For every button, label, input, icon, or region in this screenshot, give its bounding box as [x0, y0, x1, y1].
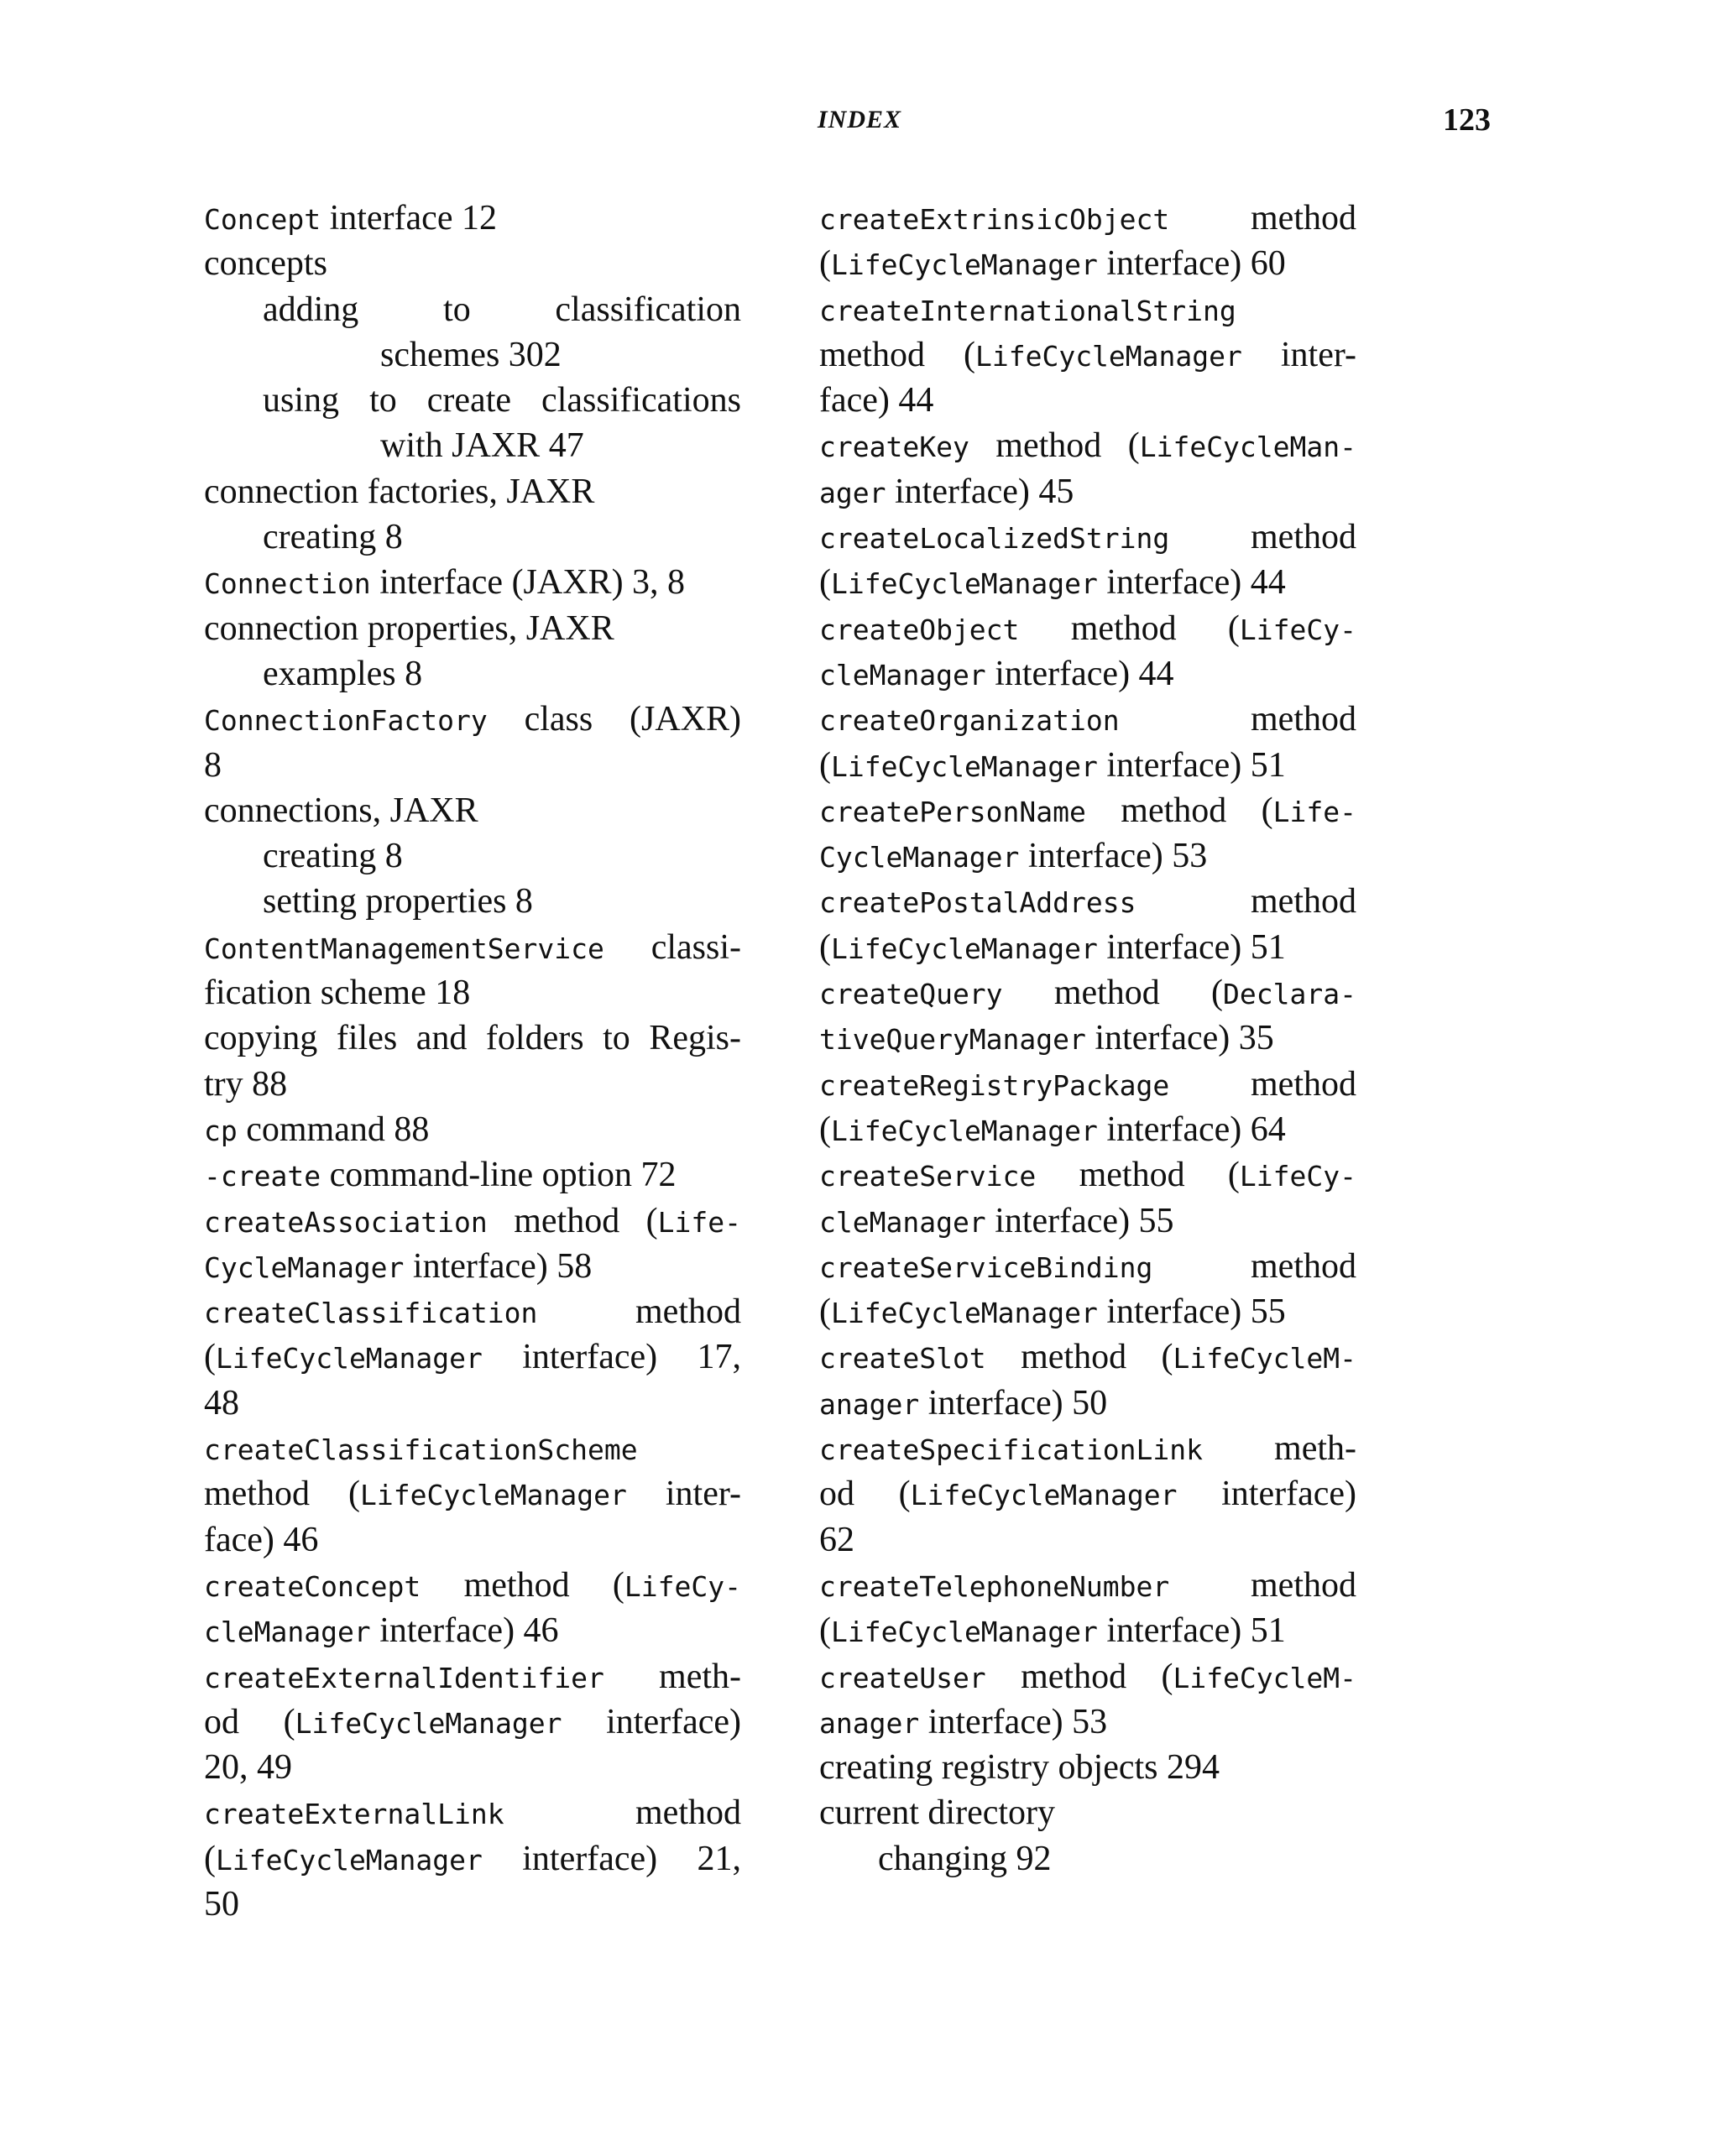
index-text: method	[537, 1292, 741, 1332]
index-text: method (	[421, 1565, 624, 1605]
index-line	[204, 1699, 741, 1745]
index-line	[204, 560, 741, 605]
index-text: method (	[819, 335, 975, 374]
code-term: tiveQueryManager	[819, 1023, 1086, 1057]
index-line	[204, 287, 741, 332]
index-line	[204, 514, 741, 560]
running-title: INDEX	[817, 106, 902, 133]
code-term: createObject	[819, 613, 1020, 646]
code-term: LifeCycleManager	[295, 1706, 562, 1740]
index-line	[204, 697, 741, 742]
code-term: createExtrinsicObject	[819, 203, 1170, 236]
index-line	[819, 1426, 1356, 1471]
index-line	[204, 788, 741, 833]
index-text: method (	[985, 1338, 1173, 1377]
index-text: connections, JAXR	[204, 791, 478, 830]
code-term: cp	[204, 1114, 238, 1147]
index-text: connection properties, JAXR	[204, 608, 614, 648]
index-text: (	[204, 1839, 216, 1878]
index-line	[204, 1882, 741, 1927]
index-text: interface)	[1177, 1475, 1356, 1514]
index-text: interface) 51	[1097, 1611, 1286, 1651]
code-term: LifeCycleManager	[974, 339, 1242, 373]
code-term: LifeCycleManager	[359, 1479, 627, 1512]
index-line	[204, 925, 741, 970]
index-line	[204, 1381, 741, 1426]
code-term: createExternalLink	[204, 1798, 504, 1831]
index-text: interface) 35	[1085, 1019, 1274, 1058]
code-term: LifeCy-	[1239, 613, 1356, 646]
index-line	[204, 1015, 741, 1061]
code-term: LifeCycleManager	[216, 1342, 483, 1376]
code-term: createSlot	[819, 1342, 986, 1376]
index-text: meth-	[1202, 1429, 1356, 1469]
index-line	[819, 196, 1356, 241]
code-term: CycleManager	[204, 1250, 405, 1284]
code-term: anager	[819, 1387, 920, 1421]
index-line	[204, 970, 741, 1015]
index-line	[819, 925, 1356, 970]
index-line	[819, 743, 1356, 788]
index-line	[819, 1381, 1356, 1426]
index-text: method	[1169, 1064, 1356, 1104]
index-text: method (	[1019, 608, 1240, 648]
index-text: interface) 53	[919, 1702, 1108, 1741]
code-term: createClassification	[204, 1297, 538, 1330]
code-term: LifeCycleManager	[831, 248, 1098, 282]
index-text: (	[819, 1292, 831, 1332]
index-line	[204, 1517, 741, 1563]
index-line	[819, 606, 1356, 651]
code-term: LifeCycleManager	[831, 749, 1098, 783]
index-text: od (	[819, 1475, 911, 1514]
code-term: createTelephoneNumber	[819, 1569, 1170, 1603]
index-text: copying files and folders to Regis-	[204, 1019, 741, 1058]
code-term: -create	[204, 1160, 321, 1193]
code-term: createAssociation	[204, 1205, 488, 1239]
index-line	[819, 378, 1356, 423]
index-line	[204, 1745, 741, 1790]
index-line	[204, 378, 741, 423]
index-line	[204, 1198, 741, 1244]
index-text: interface) 60	[1097, 244, 1286, 284]
index-text: interface) 55	[1097, 1292, 1286, 1332]
code-term: LifeCycleManager	[831, 1297, 1098, 1330]
code-term: createConcept	[204, 1569, 421, 1603]
index-text: method	[1152, 1246, 1356, 1286]
index-line	[819, 879, 1356, 924]
code-term: createClassificationScheme	[204, 1433, 638, 1467]
code-term: createQuery	[819, 978, 1003, 1011]
code-term: createPostalAddress	[819, 886, 1136, 920]
code-term: LifeCycleManager	[216, 1843, 483, 1877]
page-number: 123	[1443, 102, 1491, 138]
index-text: interface) 58	[404, 1246, 593, 1286]
code-term: Life-	[657, 1205, 741, 1239]
index-text: face) 44	[819, 381, 934, 420]
index-text: creating 8	[263, 518, 403, 557]
code-term: anager	[819, 1706, 920, 1740]
code-term: LifeCycleMan-	[1139, 431, 1356, 464]
index-line	[819, 332, 1356, 378]
index-text: interface) 51	[1097, 927, 1286, 967]
index-line	[819, 1563, 1356, 1608]
index-line	[819, 1152, 1356, 1198]
index-line	[819, 833, 1356, 879]
index-line	[204, 1244, 741, 1289]
index-text: (	[204, 1338, 216, 1377]
index-text: using to create classifications	[263, 381, 741, 420]
code-term: Connection	[204, 567, 371, 601]
index-text: method	[1169, 518, 1356, 557]
index-line	[819, 287, 1356, 332]
code-term: createOrganization	[819, 704, 1120, 738]
index-line	[819, 1244, 1356, 1289]
index-column-right	[819, 196, 1356, 1882]
code-term: createServiceBinding	[819, 1250, 1153, 1284]
index-text: method	[1119, 700, 1356, 739]
index-text: creating 8	[263, 837, 403, 876]
code-term: Declara-	[1223, 978, 1356, 1011]
index-text: class (JAXR)	[487, 700, 741, 739]
index-text: interface) 21,	[482, 1839, 741, 1878]
index-text: (	[819, 745, 831, 785]
index-text: interface) 44	[1097, 563, 1286, 603]
index-text: (	[819, 1611, 831, 1651]
index-line	[204, 332, 741, 378]
index-text: method (	[1085, 791, 1273, 830]
code-term: LifeCycleManager	[831, 1114, 1098, 1147]
index-text: method (	[204, 1475, 360, 1514]
code-term: LifeCycleManager	[831, 567, 1098, 601]
index-text: classi-	[603, 927, 741, 967]
code-term: createUser	[819, 1661, 986, 1694]
index-line	[204, 1289, 741, 1334]
index-line	[204, 1334, 741, 1380]
code-term: createInternationalString	[819, 294, 1236, 327]
index-line	[819, 651, 1356, 697]
index-line	[819, 1836, 1356, 1882]
code-term: ContentManagementService	[204, 932, 604, 965]
index-line	[204, 196, 741, 241]
code-term: LifeCycleManager	[831, 932, 1098, 965]
index-text: (	[819, 927, 831, 967]
code-term: cleManager	[819, 1205, 986, 1239]
index-line	[204, 743, 741, 788]
index-line	[204, 241, 741, 286]
code-term: CycleManager	[819, 841, 1020, 874]
index-text: fication scheme 18	[204, 974, 471, 1013]
code-term: createSpecificationLink	[819, 1433, 1203, 1467]
code-term: createKey	[819, 431, 969, 464]
index-text: 48	[204, 1383, 239, 1423]
index-line	[819, 1654, 1356, 1699]
index-text: with JAXR 47	[380, 426, 584, 466]
index-text: concepts	[204, 244, 327, 284]
code-term: LifeCy-	[1239, 1160, 1356, 1193]
index-line	[204, 1563, 741, 1608]
code-term: createRegistryPackage	[819, 1068, 1170, 1102]
index-line	[819, 423, 1356, 468]
index-text: inter-	[1241, 335, 1356, 374]
running-head	[0, 99, 1719, 141]
index-text: 50	[204, 1884, 239, 1924]
index-text: inter-	[626, 1475, 741, 1514]
index-text: 8	[204, 745, 222, 785]
code-term: ager	[819, 476, 886, 509]
index-text: interface) 53	[1019, 837, 1208, 876]
index-text: (	[819, 563, 831, 603]
index-text: setting properties 8	[263, 882, 533, 921]
index-line	[204, 879, 741, 924]
index-text: 20, 49	[204, 1748, 292, 1788]
code-term: LifeCycleManager	[910, 1479, 1178, 1512]
index-text: interface (JAXR) 3, 8	[370, 563, 686, 603]
index-text: method (	[1036, 1156, 1240, 1195]
code-term: createPersonName	[819, 795, 1086, 828]
index-line	[819, 1471, 1356, 1517]
index-text: interface) 46	[370, 1611, 559, 1651]
index-line	[204, 423, 741, 468]
index-text: method (	[1002, 974, 1224, 1013]
code-term: LifeCycleM-	[1173, 1661, 1356, 1694]
index-text: interface) 17,	[482, 1338, 741, 1377]
index-line	[819, 469, 1356, 514]
index-text: creating registry objects 294	[819, 1748, 1220, 1788]
code-term: Life-	[1272, 795, 1356, 828]
index-text: schemes 302	[380, 335, 562, 374]
code-term: createLocalizedString	[819, 522, 1170, 556]
index-text: method	[504, 1793, 741, 1833]
index-line	[819, 1790, 1356, 1835]
code-term: LifeCycleManager	[831, 1616, 1098, 1649]
index-line	[204, 1654, 741, 1699]
index-line	[819, 1517, 1356, 1563]
index-line	[819, 1699, 1356, 1745]
index-line	[819, 1198, 1356, 1244]
index-line	[204, 1107, 741, 1152]
index-text: adding to classification	[263, 290, 741, 329]
code-term: cleManager	[204, 1616, 371, 1649]
index-line	[204, 833, 741, 879]
index-line	[819, 1745, 1356, 1790]
index-text: method (	[985, 1657, 1173, 1696]
index-column-left	[204, 196, 741, 1927]
index-text: command-line option 72	[321, 1156, 677, 1195]
index-line	[204, 1471, 741, 1517]
index-line	[819, 1289, 1356, 1334]
index-text: examples 8	[263, 654, 423, 693]
index-text: try 88	[204, 1064, 288, 1104]
index-text: interface) 50	[919, 1383, 1108, 1423]
index-text: method	[1169, 1565, 1356, 1605]
index-text: 62	[819, 1520, 854, 1559]
index-line	[819, 241, 1356, 286]
index-text: interface 12	[321, 199, 497, 238]
index-text: current directory	[819, 1793, 1056, 1833]
index-text: face) 46	[204, 1520, 319, 1559]
code-term: createService	[819, 1160, 1037, 1193]
index-line	[204, 651, 741, 697]
code-term: createExternalIdentifier	[204, 1661, 604, 1694]
index-text: interface) 55	[985, 1201, 1174, 1240]
index-line	[819, 1334, 1356, 1380]
index-line	[204, 1152, 741, 1198]
index-text: (	[819, 244, 831, 284]
index-line	[819, 970, 1356, 1015]
index-text: interface) 51	[1097, 745, 1286, 785]
index-line	[819, 788, 1356, 833]
code-term: cleManager	[819, 658, 986, 692]
index-text: method	[1169, 199, 1356, 238]
index-text: od (	[204, 1702, 295, 1741]
code-term: ConnectionFactory	[204, 704, 488, 738]
index-text: interface) 45	[886, 472, 1074, 511]
index-line	[819, 1107, 1356, 1152]
index-text: method (	[969, 426, 1140, 466]
index-text: command 88	[237, 1109, 430, 1149]
index-line	[204, 1608, 741, 1653]
index-text: method	[1136, 882, 1356, 921]
code-term: Concept	[204, 203, 321, 236]
index-line	[819, 1608, 1356, 1653]
index-text: changing 92	[878, 1839, 1052, 1878]
code-term: LifeCycleM-	[1173, 1342, 1356, 1376]
index-text: method (	[487, 1201, 658, 1240]
index-text: (	[819, 1109, 831, 1149]
index-line	[204, 1790, 741, 1835]
index-text: interface) 64	[1097, 1109, 1286, 1149]
index-line	[204, 606, 741, 651]
index-line	[819, 514, 1356, 560]
index-line	[204, 469, 741, 514]
index-text: connection factories, JAXR	[204, 472, 595, 511]
index-text: interface)	[562, 1702, 741, 1741]
index-line	[204, 1062, 741, 1107]
index-line	[819, 697, 1356, 742]
index-text: meth-	[603, 1657, 741, 1696]
index-line	[819, 1015, 1356, 1061]
index-text: interface) 44	[985, 654, 1174, 693]
index-line	[204, 1836, 741, 1882]
index-line	[204, 1426, 741, 1471]
index-line	[819, 1062, 1356, 1107]
code-term: LifeCy-	[624, 1569, 741, 1603]
index-line	[819, 560, 1356, 605]
